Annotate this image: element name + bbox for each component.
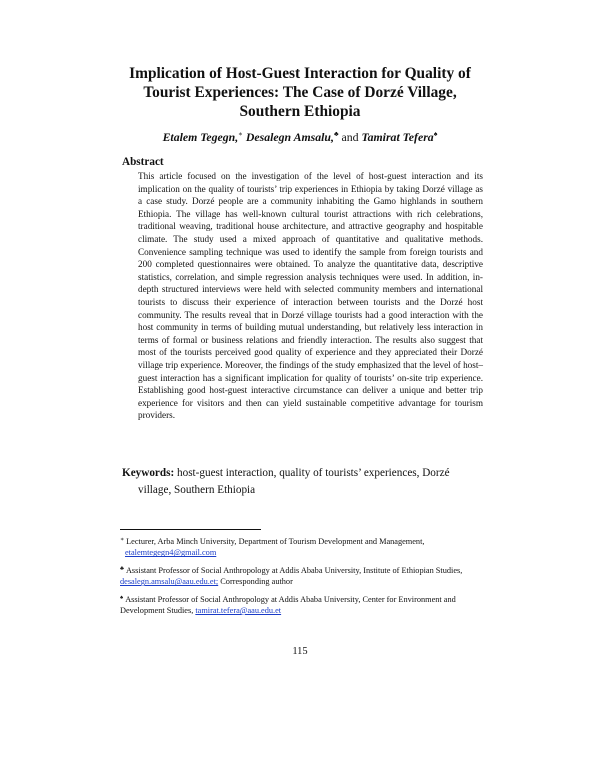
footnote-2-text: Assistant Professor of Social Anthropology at Addis Ababa University, Institute of Ethiopian Studies, <box>125 565 463 575</box>
footnote-3-email-link[interactable]: tamirat.tefera@aau.edu.et <box>195 606 282 616</box>
keywords-line-1: host-guest interaction, quality of tourists’ experiences, Dorzé <box>177 467 450 479</box>
footnote-3-text: Assistant Professor of Social Anthropology at Addis Ababa University, Center for Environment and Development Studies, <box>120 594 456 616</box>
footnote-3 <box>120 593 490 617</box>
title-line-1: Implication of Host-Guest Interaction for Quality of <box>129 65 471 82</box>
page-number: 115 <box>292 646 308 657</box>
keywords-label: Keywords: <box>122 467 175 479</box>
footnote-2-email-link[interactable]: desalegn.amsalu@aau.edu.et; <box>120 577 219 587</box>
abstract-heading: Abstract <box>122 156 164 168</box>
author-conjunction: and <box>341 130 359 144</box>
keywords-line-2: village, Southern Ethiopia <box>138 484 256 496</box>
footnote-1-text: Lecturer, Arba Minch University, Department of Tourism Development and Management, <box>126 537 425 546</box>
footnote-divider <box>120 529 261 530</box>
author-1: Etalem Tegegn, <box>162 130 239 144</box>
footnote-3-mark: ♠ <box>120 594 124 601</box>
keywords-section <box>122 465 484 499</box>
footnote-2-mark: ♣ <box>120 565 124 572</box>
footnotes <box>120 535 490 621</box>
author-2: Desalegn Amsalu, <box>245 130 334 144</box>
abstract-body: This article focused on the investigation of the level of host-guest interaction and its implication on the quality of tourists’ trip experiences in Ethiopia by taking Dorzé village as a case study. Dorzé people are a community inhabiting the Gamo highlands in southern Ethiopia. The village has well-known cultural tourist attractions with rich celebrations, traditional weaving, traditional house architecture, and attractive geography and hospitable climate. The study used a mixed approach of quantitative and qualitative methods. Convenience sampling technique was used to identify the sample from foreign tourists and 200 completed questionnaires were obtained. To analyze the quantitative data, descriptive statistics, correlation, and simple regression analysis techniques were used. In addition, in-depth structured interviews were held with selected community members and international tourists to discuss their experience of interaction between tourists and the Dorzé host community. The results reveal that in Dorzé village tourists had a good interaction with the host community in terms of building mutual understanding, but relatively less interaction in terms of formal or business relations and friendly interaction. The results also suggest that most of the tourists perceived good quality of experience and they appreciated their Dorzé village trip experience. Moreover, the findings of the study emphasized that the level of host–guest interaction has a significant implication for quality of tourists’ on-site trip experience. Establishing good host-guest interactive circumstance can deliver a unique and better trip experience for visitors and then can yield sustainable competitive advantage for tourism providers. <box>138 171 483 421</box>
author-3: Tamirat Tefera <box>361 130 434 144</box>
footnote-2 <box>120 564 490 588</box>
author-list <box>90 127 510 145</box>
footnote-1-mark: ∗ <box>120 537 125 543</box>
author-1-mark: ∗ <box>238 130 243 138</box>
footnote-1-email-link[interactable]: etalemtegegn4@gmail.com <box>125 548 217 558</box>
title-line-2: Tourist Experiences: The Case of Dorzé Village, <box>143 84 457 101</box>
title-line-3: Southern Ethiopia <box>239 103 361 120</box>
author-3-mark: ♠ <box>433 130 438 138</box>
author-2-mark: ♣ <box>333 130 339 138</box>
footnote-2-tail: Corresponding author <box>218 577 293 587</box>
footnote-1 <box>120 535 490 559</box>
article-title <box>90 64 510 121</box>
